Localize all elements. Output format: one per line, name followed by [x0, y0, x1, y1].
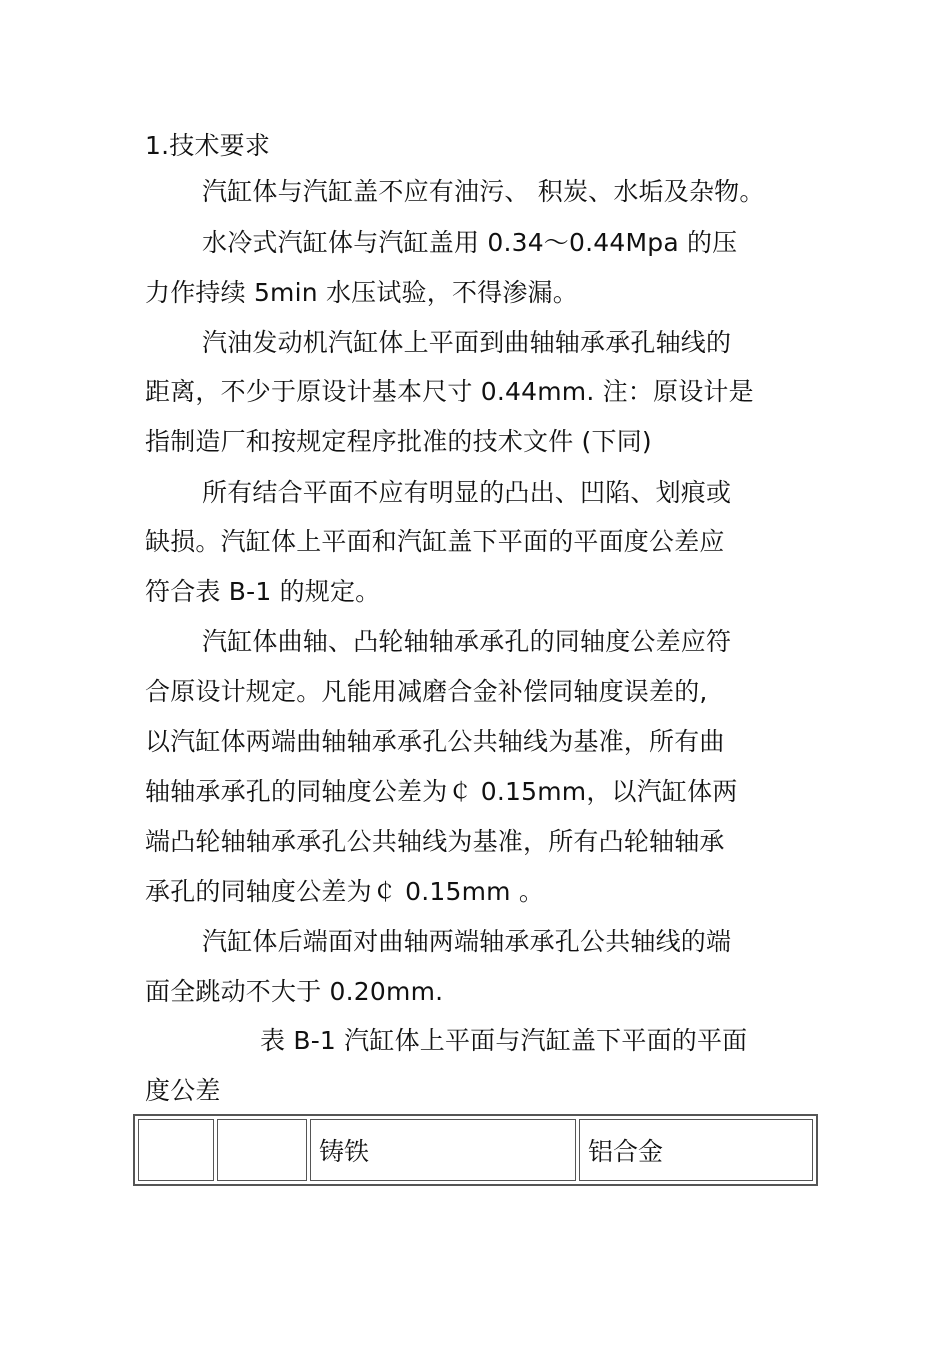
paragraph-line: 缺损。汽缸体上平面和汽缸盖下平面的平面度公差应: [145, 527, 725, 556]
paragraph-line: 汽缸体曲轴、凸轮轴轴承承孔的同轴度公差应符: [202, 627, 732, 656]
table-header-cell: [217, 1119, 307, 1181]
paragraph-line: 距离，不少于原设计基本尺寸 0.44mm. 注：原设计是: [145, 377, 754, 406]
paragraph-line: 面全跳动不大于 0.20mm.: [145, 977, 444, 1006]
paragraph-line: 轴轴承承孔的同轴度公差为￠ 0.15mm，以汽缸体两: [145, 777, 738, 806]
table-header-cell-aluminum-alloy: 铝合金: [579, 1119, 813, 1181]
paragraph-line: 符合表 B-1 的规定。: [145, 577, 381, 606]
paragraph-line: 所有结合平面不应有明显的凸出、凹陷、划痕或: [202, 478, 732, 507]
flatness-tolerance-table: [133, 1114, 818, 1186]
paragraph-line: 汽缸体后端面对曲轴两端轴承承孔公共轴线的端: [202, 927, 732, 956]
paragraph-line: 以汽缸体两端曲轴轴承承孔公共轴线为基准，所有曲: [145, 727, 725, 756]
paragraph-line: 承孔的同轴度公差为￠ 0.15mm 。: [145, 877, 545, 906]
paragraph-line: 汽缸体与汽缸盖不应有油污、 积炭、水垢及杂物。: [202, 177, 765, 206]
table-caption: 表 B-1 汽缸体上平面与汽缸盖下平面的平面: [260, 1026, 748, 1055]
paragraph-line: 汽油发动机汽缸体上平面到曲轴轴承承孔轴线的: [202, 328, 732, 357]
table-header-cell-cast-iron: 铸铁: [310, 1119, 576, 1181]
paragraph-line: 指制造厂和按规定程序批准的技术文件 (下同): [145, 427, 652, 456]
paragraph-line: 合原设计规定。凡能用减磨合金补偿同轴度误差的,: [145, 677, 708, 706]
table-header-row: [138, 1119, 813, 1181]
section-title: 1.技术要求: [145, 131, 271, 160]
paragraph-line: 端凸轮轴轴承承孔公共轴线为基准，所有凸轮轴轴承: [145, 827, 725, 856]
table-caption-continued: 度公差: [145, 1076, 221, 1105]
paragraph-line: 力作持续 5min 水压试验，不得渗漏。: [145, 278, 578, 307]
paragraph-line: 水冷式汽缸体与汽缸盖用 0.34～0.44Mpa 的压: [202, 228, 738, 257]
table-header-cell: [138, 1119, 214, 1181]
